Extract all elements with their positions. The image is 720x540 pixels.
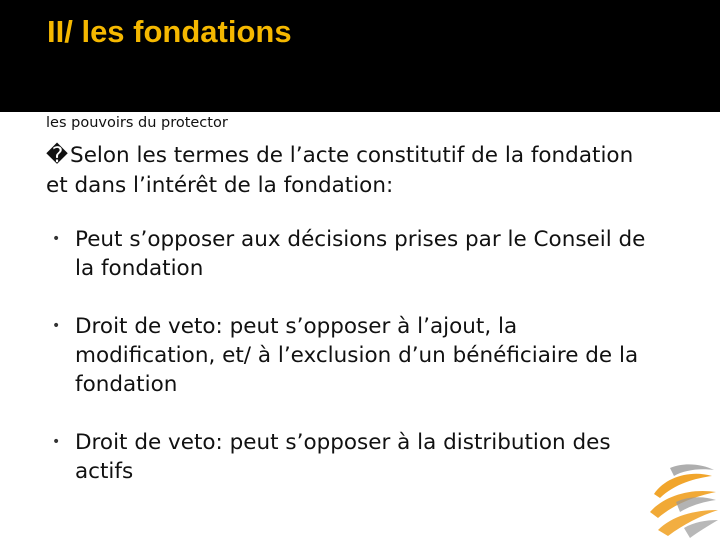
swirl-logo-icon <box>640 458 720 540</box>
lead-text: Selon les termes de l’acte constitutif de la fondation et dans l’intérêt de la fondation: <box>46 143 634 198</box>
bullet-item <box>52 428 652 486</box>
bullet-item <box>52 225 652 283</box>
slide-subtitle: les pouvoirs du protector <box>46 115 228 131</box>
bullet-text: Droit de veto: peut s’opposer à la distribution des actifs <box>75 430 611 484</box>
bullet-marker: • <box>52 318 61 334</box>
bullet-text: Droit de veto: peut s’opposer à l’ajout, la modification, et/ à l’exclusion d’un bénéficiaire de la fondation <box>75 314 639 397</box>
bullet-marker: • <box>52 231 61 247</box>
lead-paragraph <box>46 141 646 201</box>
bullet-marker: • <box>52 434 61 450</box>
bullet-item <box>52 312 652 399</box>
slide-title: II/ les fondations <box>47 14 292 49</box>
bullet-text: Peut s’opposer aux décisions prises par le Conseil de la fondation <box>75 227 646 281</box>
missing-glyph-marker: � <box>46 143 69 168</box>
